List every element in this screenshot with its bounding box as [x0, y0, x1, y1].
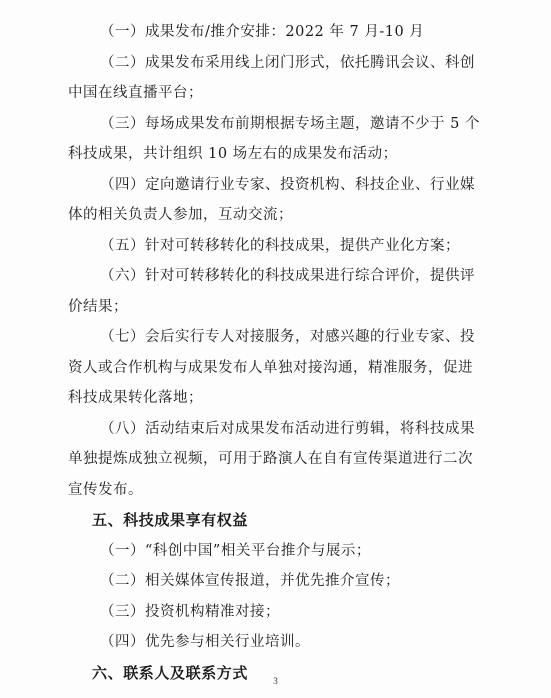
text-line: 体的相关负责人参加，互动交流；	[68, 207, 293, 223]
text-line: （三）每场成果发布前期根据专场主题，邀请不少于 5 个	[100, 116, 480, 132]
text-line: 资人或合作机构与成果发布人单独对接沟通，精准服务，促进	[68, 360, 473, 376]
text-line: （八）活动结束后对成果发布活动进行剪辑，将科技成果	[100, 421, 475, 437]
list-item: （三）投资机构精准对接；	[100, 604, 280, 620]
list-item: （一）“科创中国”相关平台推介与展示；	[100, 543, 371, 559]
text-line: （一）成果发布/推介安排：2022 年 7 月-10 月	[100, 24, 425, 40]
text-line: （六）针对可转移转化的科技成果进行综合评价，提供评	[100, 268, 475, 284]
text-line: 价结果；	[68, 299, 128, 315]
text-line: 科技成果，共计组织 10 场左右的成果发布活动；	[68, 146, 398, 162]
text-line: 科技成果转化落地；	[68, 390, 203, 406]
text-line: 中国在线直播平台；	[68, 85, 203, 101]
section-heading: 六、联系人及联系方式	[92, 664, 249, 682]
page-number: 3	[273, 676, 278, 686]
text-line: （二）成果发布采用线上闭门形式，依托腾讯会议、科创	[100, 55, 475, 71]
text-line: 单独提炼成独立视频，可用于路演人在自有宣传渠道进行二次	[68, 451, 473, 467]
text-line: （四）定向邀请行业专家、投资机构、科技企业、行业媒	[100, 177, 475, 193]
text-line: （五）针对可转移转化的科技成果，提供产业化方案；	[100, 238, 460, 254]
section-heading: 五、科技成果享有权益	[92, 511, 249, 529]
list-item: （二）相关媒体宣传报道，并优先推介宣传；	[100, 573, 400, 589]
text-line: （七）会后实行专人对接服务，对感兴趣的行业专家、投	[100, 329, 475, 345]
list-item: （四）优先参与相关行业培训。	[100, 634, 310, 650]
text-line: 宣传发布。	[68, 482, 143, 498]
